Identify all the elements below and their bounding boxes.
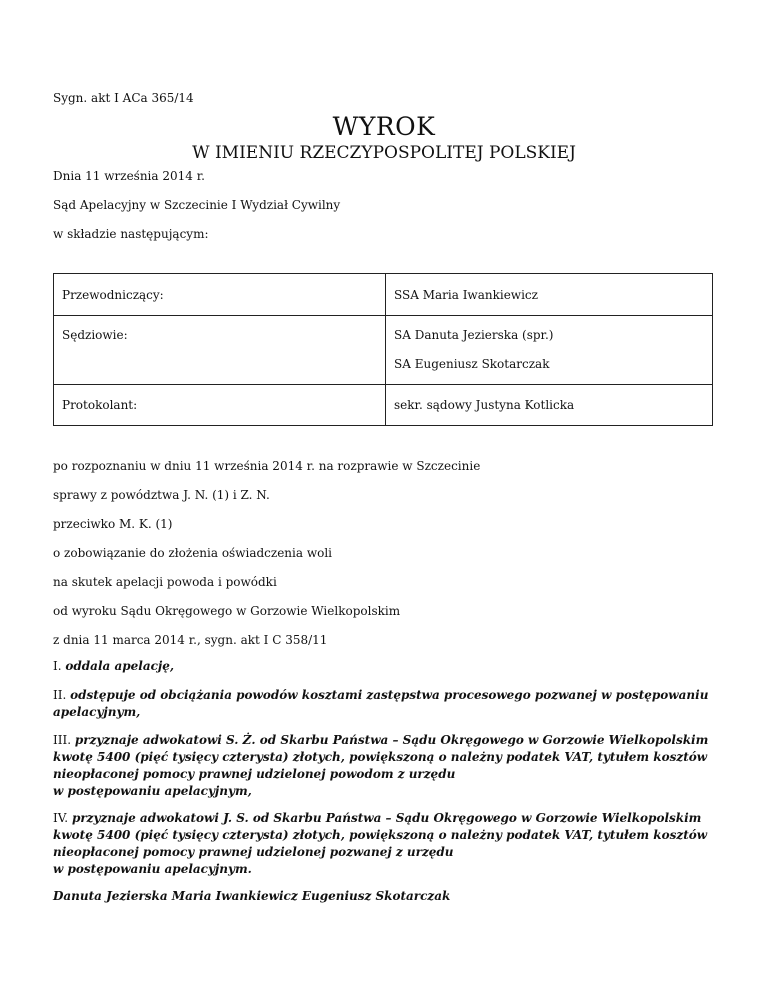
panel-role [54,316,386,385]
ruling-text: w postępowaniu apelacyjnym, [53,784,252,798]
panel-names [386,385,713,426]
ruling-number: II. [53,688,67,702]
clerk-name: sekr. sądowy Justyna Kotlicka [394,398,575,412]
ruling-text: odstępuje od obciążania powodów kosztami zastępstwa procesowego pozwanej w postępowaniu [70,688,709,702]
document-title: WYROK [332,112,436,141]
role-label: Przewodniczący: [62,288,164,302]
judgment-date: Dnia 11 września 2014 r. [53,169,205,183]
document-subtitle: W IMIENIU RZECZYPOSPOLITEJ POLSKIEJ [192,143,576,163]
detail-line: z dnia 11 marca 2014 r., sygn. akt I C 358/11 [53,633,328,647]
role-label: Sędziowie: [62,328,128,342]
detail-line: po rozpoznaniu w dniu 11 września 2014 r. na rozprawie w Szczecinie [53,459,481,473]
court-name: Sąd Apelacyjny w Szczecinie I Wydział Cywilny [53,198,341,212]
ruling-text: nieopłaconej pomocy prawnej udzielonej powodom z urzędu [53,767,456,781]
judge-name: SA Eugeniusz Skotarczak [394,357,550,371]
panel-names [386,316,713,385]
detail-line: sprawy z powództwa J. N. (1) i Z. N. [53,488,270,502]
ruling-text: oddala apelację, [65,659,175,673]
ruling-item [53,687,723,721]
detail-line: na skutek apelacji powoda i powódki [53,575,277,589]
panel-role [54,274,386,316]
ruling-text: kwotę 5400 (pięć tysięcy czterysta) złotych, powiększoną o należny podatek VAT, tytułem kosztów [53,750,708,764]
case-number: Sygn. akt I ACa 365/14 [53,91,194,105]
detail-line: przeciwko M. K. (1) [53,517,173,531]
panel-row-clerk [54,385,713,426]
ruling-number: IV. [53,811,69,825]
ruling-text: przyznaje adwokatowi J. S. od Skarbu Państwa – Sądu Okręgowego w Gorzowie Wielkopolskim [71,811,702,825]
ruling-text: apelacyjnym, [53,705,141,719]
panel-row-judges [54,316,713,385]
ruling-item [53,732,723,800]
ruling-text: kwotę 5400 (pięć tysięcy czterysta) złotych, powiększoną o należny podatek VAT, tytułem kosztów [53,828,708,842]
ruling-text: przyznaje adwokatowi S. Ż. od Skarbu Państwa – Sądu Okręgowego w Gorzowie Wielkopolskim [74,733,709,747]
judge-name: SSA Maria Iwankiewicz [394,288,538,302]
composition-label: w składzie następującym: [53,227,209,241]
ruling-number: I. [53,659,62,673]
detail-line: o zobowiązanie do złożenia oświadczenia woli [53,546,333,560]
judge-name: SA Danuta Jezierska (spr.) [394,328,554,342]
panel-table [53,273,713,426]
panel-names [386,274,713,316]
panel-role [54,385,386,426]
role-label: Protokolant: [62,398,138,412]
detail-line: od wyroku Sądu Okręgowego w Gorzowie Wielkopolskim [53,604,401,618]
ruling-text: w postępowaniu apelacyjnym. [53,862,252,876]
ruling-text: nieopłaconej pomocy prawnej udzielonej pozwanej z urzędu [53,845,454,859]
ruling-number: III. [53,733,72,747]
panel-row-chair [54,274,713,316]
signatures: Danuta Jezierska Maria Iwankiewicz Eugeniusz Skotarczak [53,889,451,903]
ruling-item [53,658,723,675]
ruling-item [53,810,723,878]
